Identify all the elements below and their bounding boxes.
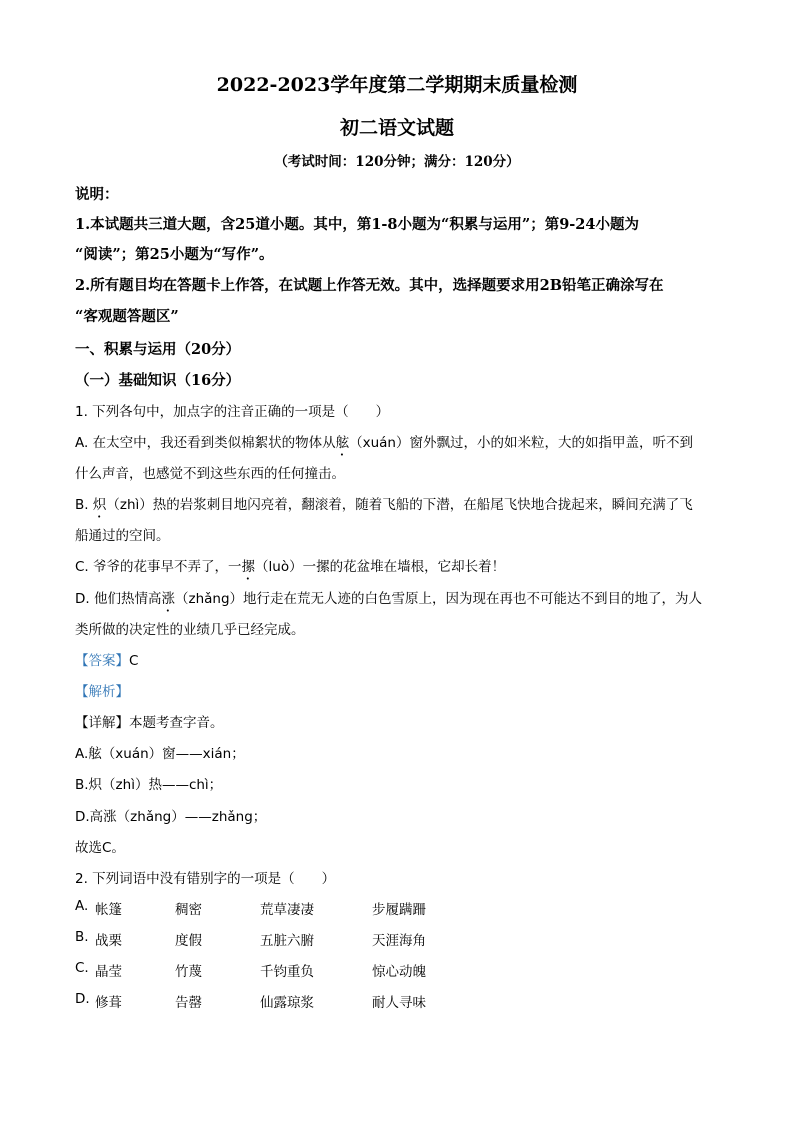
exam-info: （考试时间：120分钟；满分：120分） <box>274 154 520 170</box>
q2-word: 竹蔑 <box>175 964 202 980</box>
q2-option-label: C. <box>75 960 89 976</box>
q2-word: 天涯海角 <box>372 933 426 949</box>
q2-option-label: B. <box>75 929 89 945</box>
q1-option-b-dotted-char: 炽 <box>92 497 107 513</box>
note-2-line-1: 2.所有题目均在答题卡上作答，在试题上作答无效。其中，选择题要求用2B铅笔正确涂写在 <box>75 277 664 294</box>
section-heading: 一、积累与运用（20分） <box>75 341 241 358</box>
q1-option-a-line-1 <box>75 431 693 459</box>
q1-option-d-line-2: 类所做的决定性的业绩几乎已经完成。 <box>75 622 305 638</box>
q2-stem: 2. 下列词语中没有错别字的一项是（ ） <box>75 871 336 887</box>
exam-subject: 初二语文试题 <box>339 117 454 139</box>
detail-text: 本题考查字音。 <box>129 715 224 731</box>
q2-word: 耐人寻味 <box>372 995 426 1011</box>
q1-fix-d: D.高涨（zhǎng）——zhǎng； <box>75 809 267 825</box>
q1-option-a-line-2: 什么声音，也感觉不到这些东西的任何撞击。 <box>75 466 345 482</box>
q1-option-c-dotted-char: 摞 <box>241 559 256 575</box>
q2-word: 步履蹒跚 <box>372 902 426 918</box>
q1-stem: 1. 下列各句中，加点字的注音正确的一项是（ ） <box>75 404 390 420</box>
q1-option-b-label: B. <box>75 497 93 513</box>
q2-word: 战栗 <box>95 933 122 949</box>
q1-option-d-line-1 <box>75 587 702 615</box>
q2-word: 惊心动魄 <box>372 964 426 980</box>
q2-word: 帐篷 <box>95 902 122 918</box>
q1-option-b-line-2: 船通过的空间。 <box>75 528 170 544</box>
q1-fix-b: B.炽（zhì）热——chì； <box>75 777 223 793</box>
q1-option-c <box>75 555 505 583</box>
answer-tag: 【答案】 <box>75 653 129 669</box>
q1-answer <box>75 649 138 669</box>
q2-word: 五脏六腑 <box>260 933 314 949</box>
q1-option-c-text-rest: （luò）一摞的花盆堆在墙根，它却长着！ <box>255 559 506 575</box>
note-1-line-2: “阅读”；第25小题为“写作”。 <box>75 246 274 263</box>
q1-option-a-text-rest: （xuán）窗外飘过，小的如米粒，大的如指甲盖，听不到 <box>349 435 693 451</box>
sub-section-heading: （一）基础知识（16分） <box>75 372 241 389</box>
q2-word: 仙露琼浆 <box>260 995 314 1011</box>
q2-word: 告罄 <box>175 995 202 1011</box>
q1-conclusion: 故选C。 <box>75 840 125 856</box>
q2-word: 荒草凄凄 <box>260 902 314 918</box>
q2-word: 千钧重负 <box>260 964 314 980</box>
q2-option-label: D. <box>75 991 90 1007</box>
note-1-line-1: 1.本试题共三道大题，含25道小题。其中，第1-8小题为“积累与运用”；第9-24小题为 <box>75 216 639 233</box>
q1-option-a-dotted-char: 舷 <box>335 435 350 451</box>
notes-label: 说明： <box>75 186 119 203</box>
q2-option-label: A. <box>75 898 89 914</box>
q1-option-c-text: C. 爷爷的花事早不弄了，一 <box>75 559 242 575</box>
exam-title: 2022-2023学年度第二学期期末质量检测 <box>216 74 578 96</box>
answer-value: C <box>129 653 139 669</box>
q2-word: 晶莹 <box>95 964 122 980</box>
note-2-line-2: “客观题答题区” <box>75 308 179 325</box>
analysis-tag: 【解析】 <box>75 684 129 700</box>
q1-option-b-text: （zhì）热的岩浆刺目地闪亮着，翻滚着，随着飞船的下潜，在船尾飞快地合拢起来，瞬间充满了飞 <box>106 497 693 513</box>
q1-option-a-text: A. 在太空中，我还看到类似棉絮状的物体从 <box>75 435 336 451</box>
q1-option-d-text: D. 他们热情高 <box>75 591 162 607</box>
q1-detail <box>75 711 224 731</box>
q1-option-b-line-1 <box>75 493 693 521</box>
q2-word: 修葺 <box>95 995 122 1011</box>
q1-option-d-text-rest: （zhǎng）地行走在荒无人迹的白色雪原上，因为现在再也不可能达不到目的地了，为人 <box>174 591 703 607</box>
q1-option-d-dotted-char: 涨 <box>161 591 175 607</box>
q2-word: 度假 <box>175 933 202 949</box>
q2-word: 稠密 <box>175 902 202 918</box>
detail-tag: 【详解】 <box>75 715 129 731</box>
q1-fix-a: A.舷（xuán）窗——xián； <box>75 746 245 762</box>
